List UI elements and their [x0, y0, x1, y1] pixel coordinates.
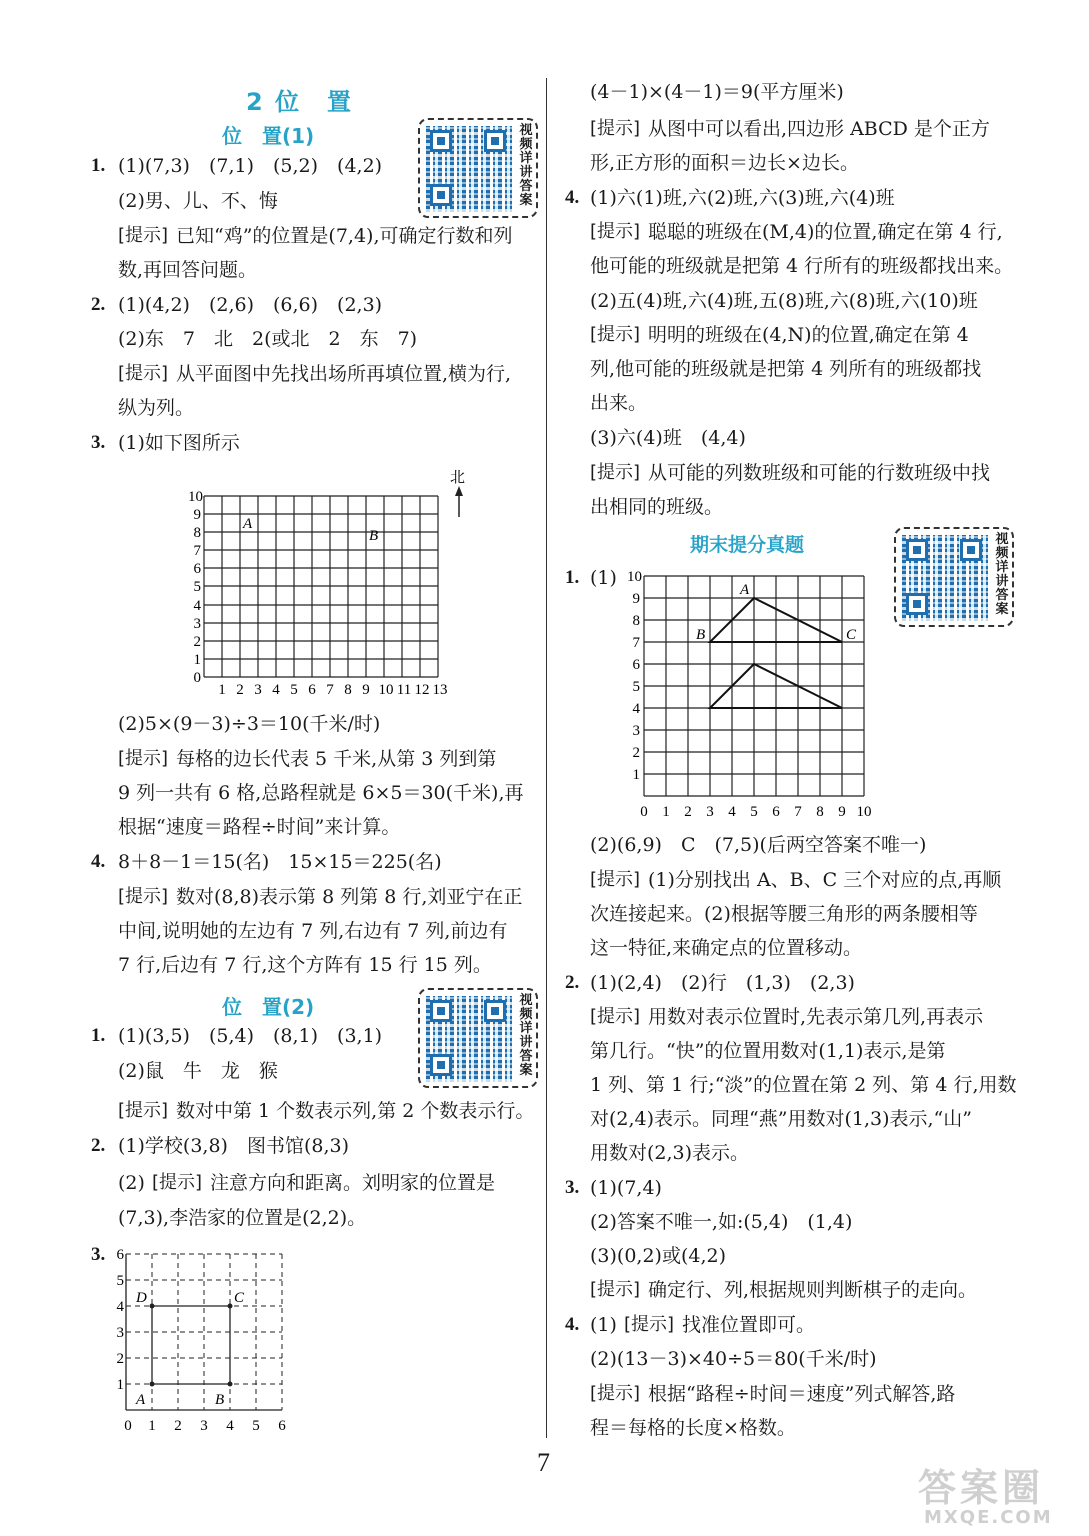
hint-text: 每格的边长代表 5 千米,从第 3 列到第	[176, 748, 497, 770]
qr-caption: 视频详讲答案	[995, 532, 1009, 617]
y-tick: 4	[193, 598, 201, 614]
x-tick: 1	[148, 1418, 156, 1434]
hint-label: [提示]	[590, 869, 641, 890]
y-tick: 8	[632, 613, 640, 629]
x-tick: 6	[308, 682, 316, 698]
y-tick: 3	[632, 723, 640, 739]
question-number: 3.	[565, 1177, 580, 1198]
hint-text: 他可能的班级就是把第 4 行所有的班级都找出来。	[590, 255, 1014, 277]
point-label: B	[215, 1392, 225, 1408]
answer-line: (1)如下图所示	[118, 432, 240, 454]
hint-text: 9 列一共有 6 格,总路程就是 6×5＝30(千米),再	[118, 782, 524, 804]
x-tick: 2	[684, 804, 692, 820]
hint-text: 列,他可能的班级就是把第 4 列所有的班级都找	[590, 358, 982, 380]
x-tick: 8	[816, 804, 824, 820]
point-label: A	[136, 1392, 146, 1408]
question-number: 3.	[91, 432, 106, 453]
grid-graph-2	[108, 1244, 308, 1444]
x-tick: 4	[728, 804, 736, 820]
north-arrow-head	[455, 486, 463, 496]
x-tick: 12	[414, 682, 430, 698]
hint-text: 对(2,4)表示。同理“燕”用数对(1,3)表示,“山”	[590, 1108, 972, 1130]
answer-line: (1)学校(3,8) 图书馆(8,3)	[118, 1135, 349, 1157]
page-number: 7	[537, 1448, 550, 1477]
y-tick: 5	[193, 579, 201, 595]
hint-text: 明明的班级在(4,N)的位置,确定在第 4	[648, 324, 969, 346]
x-tick: 9	[362, 682, 370, 698]
x-tick: 1	[218, 682, 226, 698]
grid-graph-1	[176, 462, 476, 702]
answer-line: (3)(0,2)或(4,2)	[590, 1245, 726, 1267]
x-tick: 4	[226, 1418, 234, 1434]
hint-text: 从可能的列数班级和可能的行数班级中找	[648, 462, 991, 484]
y-tick: 3	[116, 1325, 124, 1341]
hint-label: [提示]	[590, 1383, 641, 1404]
answer-line: (3)六(4)班 (4,4)	[590, 427, 746, 449]
answer-line: (1)(3,5) (5,4) (8,1) (3,1)	[118, 1025, 383, 1047]
point-label: C	[846, 627, 857, 643]
x-tick: 0	[640, 804, 648, 820]
y-tick: 6	[116, 1247, 124, 1263]
x-tick: 6	[278, 1418, 286, 1434]
y-tick: 7	[193, 543, 201, 559]
x-tick: 3	[200, 1418, 208, 1434]
y-tick: 1	[632, 767, 640, 783]
hint-text: 这一特征,来确定点的位置移动。	[590, 937, 863, 959]
watermark-url: MXQE.COM	[924, 1507, 1053, 1528]
subsection-title-2: 位 置(2)	[222, 995, 315, 1019]
hint-text: 7 行,后边有 7 行,这个方阵有 15 行 15 列。	[118, 954, 492, 976]
answer-line: (1)(4,2) (2,6) (6,6) (2,3)	[118, 294, 383, 316]
answer-line: 8＋8－1＝15(名) 15×15＝225(名)	[118, 851, 442, 873]
point-label: B	[369, 528, 379, 544]
y-tick: 1	[193, 652, 201, 668]
hint-text: 形,正方形的面积＝边长×边长。	[590, 152, 859, 174]
point-label: C	[234, 1290, 245, 1306]
watermark-logo: 答案圈	[918, 1466, 1045, 1510]
hint-text: 出相同的班级。	[590, 496, 724, 518]
x-tick: 10	[856, 804, 872, 820]
x-tick: 3	[706, 804, 714, 820]
qr-code-1[interactable]	[418, 118, 538, 218]
y-tick: 9	[632, 591, 640, 607]
y-tick: 3	[193, 616, 201, 632]
x-tick: 5	[252, 1418, 260, 1434]
question-number: 2.	[91, 294, 106, 315]
question-number: 2.	[565, 972, 580, 993]
answer-line: (2)(13－3)×40÷5＝80(千米/时)	[590, 1348, 877, 1370]
question-number: 1.	[565, 567, 580, 588]
x-tick: 7	[794, 804, 802, 820]
y-tick: 4	[632, 701, 640, 717]
x-tick: 5	[750, 804, 758, 820]
y-tick: 5	[116, 1273, 124, 1289]
answer-line: (4－1)×(4－1)＝9(平方厘米)	[590, 81, 844, 103]
point-label: A	[740, 582, 750, 598]
answer-line: (2)5×(9－3)÷3＝10(千米/时)	[118, 713, 381, 735]
qr-code-2[interactable]	[418, 988, 538, 1088]
hint-text: 从图中可以看出,四边形 ABCD 是个正方	[648, 118, 990, 140]
hint-label: [提示]	[590, 1006, 641, 1027]
hint-label: [提示]	[118, 886, 169, 907]
hint-label: [提示]	[590, 118, 641, 139]
section-title: 2 位 置	[246, 88, 354, 116]
y-tick: 6	[193, 561, 201, 577]
question-number: 3.	[91, 1244, 106, 1265]
y-tick: 2	[193, 634, 201, 650]
hint-text: 第几行。“快”的位置用数对(1,1)表示,是第	[590, 1040, 946, 1062]
hint-text: 次连接起来。(2)根据等腰三角形的两条腰相等	[590, 903, 978, 925]
hint-text: 根据“速度＝路程÷时间”来计算。	[118, 816, 401, 838]
x-tick: 1	[662, 804, 670, 820]
x-tick: 3	[254, 682, 262, 698]
y-tick: 1	[116, 1377, 124, 1393]
grid-graph-3	[618, 566, 878, 828]
x-tick: 0	[124, 1418, 132, 1434]
point-label: B	[696, 627, 706, 643]
hint-text: 用数对表示位置时,先表示第几列,再表示	[648, 1006, 984, 1028]
question-number: 4.	[91, 851, 106, 872]
hint-label: [提示]	[152, 1172, 203, 1193]
answer-line: (2)(6,9) C (7,5)(后两空答案不唯一)	[590, 834, 927, 856]
y-tick: 2	[116, 1351, 124, 1367]
answer-line: (1)六(1)班,六(2)班,六(3)班,六(4)班	[590, 187, 895, 209]
hint-text: (7,3),李浩家的位置是(2,2)。	[118, 1207, 367, 1229]
hint-text: 聪聪的班级在(M,4)的位置,确定在第 4 行,	[648, 221, 1003, 243]
y-tick: 10	[627, 569, 642, 585]
question-number: 4.	[565, 187, 580, 208]
hint-text: 已知“鸡”的位置是(7,4),可确定行数和列	[176, 225, 513, 247]
x-tick: 2	[174, 1418, 182, 1434]
answer-line: (1)	[590, 567, 617, 589]
point-label: A	[243, 516, 253, 532]
y-tick: 2	[632, 745, 640, 761]
hint-label: [提示]	[590, 462, 641, 483]
x-tick: 8	[344, 682, 352, 698]
hint-label: [提示]	[118, 225, 169, 246]
watermark	[918, 1468, 1078, 1532]
hint-text: 1 列、第 1 行;“淡”的位置在第 2 列、第 4 行,用数	[590, 1074, 1017, 1096]
point-label: D	[136, 1290, 147, 1306]
hint-text: 数对中第 1 个数表示列,第 2 个数表示行。	[176, 1100, 535, 1122]
hint-text: 注意方向和距离。刘明家的位置是	[210, 1172, 496, 1194]
x-tick: 4	[272, 682, 280, 698]
hint-text: 数对(8,8)表示第 8 列第 8 行,刘亚宁在正	[176, 886, 523, 908]
qr-caption: 视频详讲答案	[519, 123, 533, 208]
hint-text: 根据“路程÷时间＝速度”列式解答,路	[648, 1383, 956, 1405]
answer-line: (1)(7,4)	[590, 1177, 662, 1199]
column-divider	[546, 78, 547, 1438]
x-tick: 6	[772, 804, 780, 820]
hint-text: 程＝每格的长度×格数。	[590, 1417, 796, 1439]
answer-line: (1)(2,4) (2)行 (1,3) (2,3)	[590, 972, 855, 994]
hint-text: 中间,说明她的左边有 7 列,右边有 7 列,前边有	[118, 920, 508, 942]
hint-text: 找准位置即可。	[682, 1314, 816, 1336]
hint-text: 出来。	[590, 392, 648, 414]
qr-caption: 视频详讲答案	[519, 993, 533, 1078]
hint-label: [提示]	[590, 1279, 641, 1300]
y-tick: 9	[193, 507, 201, 523]
question-number: 1.	[91, 155, 106, 176]
answer-line: (2)男、儿、不、悔	[118, 190, 278, 212]
hint-label: [提示]	[590, 221, 641, 242]
y-tick: 10	[188, 489, 203, 505]
y-tick: 7	[632, 635, 640, 651]
hint-text: (1)分别找出 A、B、C 三个对应的点,再顺	[648, 869, 1002, 891]
x-tick: 5	[290, 682, 298, 698]
x-tick: 7	[326, 682, 334, 698]
hint-label: [提示]	[590, 324, 641, 345]
answer-line: (1)	[590, 1314, 617, 1336]
qr-code-3[interactable]	[894, 527, 1014, 627]
y-tick: 4	[116, 1299, 124, 1315]
answer-line: (2)东 7 北 2(或北 2 东 7)	[118, 328, 418, 350]
answer-line: (2)五(4)班,六(4)班,五(8)班,六(8)班,六(10)班	[590, 290, 978, 312]
y-tick: 5	[632, 679, 640, 695]
x-tick: 10	[378, 682, 394, 698]
question-number: 4.	[565, 1314, 580, 1335]
hint-text: 数,再回答问题。	[118, 259, 258, 281]
final-section-title: 期末提分真题	[690, 534, 805, 556]
y-tick: 6	[632, 657, 640, 673]
hint-text: 确定行、列,根据规则判断棋子的走向。	[648, 1279, 978, 1301]
hint-label: [提示]	[624, 1314, 675, 1335]
y-tick: 8	[193, 525, 201, 541]
hint-text: 纵为列。	[118, 397, 195, 419]
question-number: 1.	[91, 1025, 106, 1046]
x-tick: 11	[396, 682, 412, 698]
answer-line: (2)鼠 牛 龙 猴	[118, 1060, 278, 1082]
x-tick: 2	[236, 682, 244, 698]
hint-text: 用数对(2,3)表示。	[590, 1142, 750, 1164]
answer-line: (2)	[118, 1172, 145, 1194]
y-tick: 0	[193, 670, 201, 686]
question-number: 2.	[91, 1135, 106, 1156]
answer-line: (2)答案不唯一,如:(5,4) (1,4)	[590, 1211, 853, 1233]
hint-label: [提示]	[118, 748, 169, 769]
hint-label: [提示]	[118, 363, 169, 384]
x-tick: 9	[838, 804, 846, 820]
subsection-title-1: 位 置(1)	[222, 124, 315, 148]
hint-label: [提示]	[118, 1100, 169, 1121]
answer-line: (1)(7,3) (7,1) (5,2) (4,2)	[118, 155, 383, 177]
north-label: 北	[450, 470, 466, 486]
hint-text: 从平面图中先找出场所再填位置,横为行,	[176, 363, 512, 385]
x-tick: 13	[432, 682, 448, 698]
